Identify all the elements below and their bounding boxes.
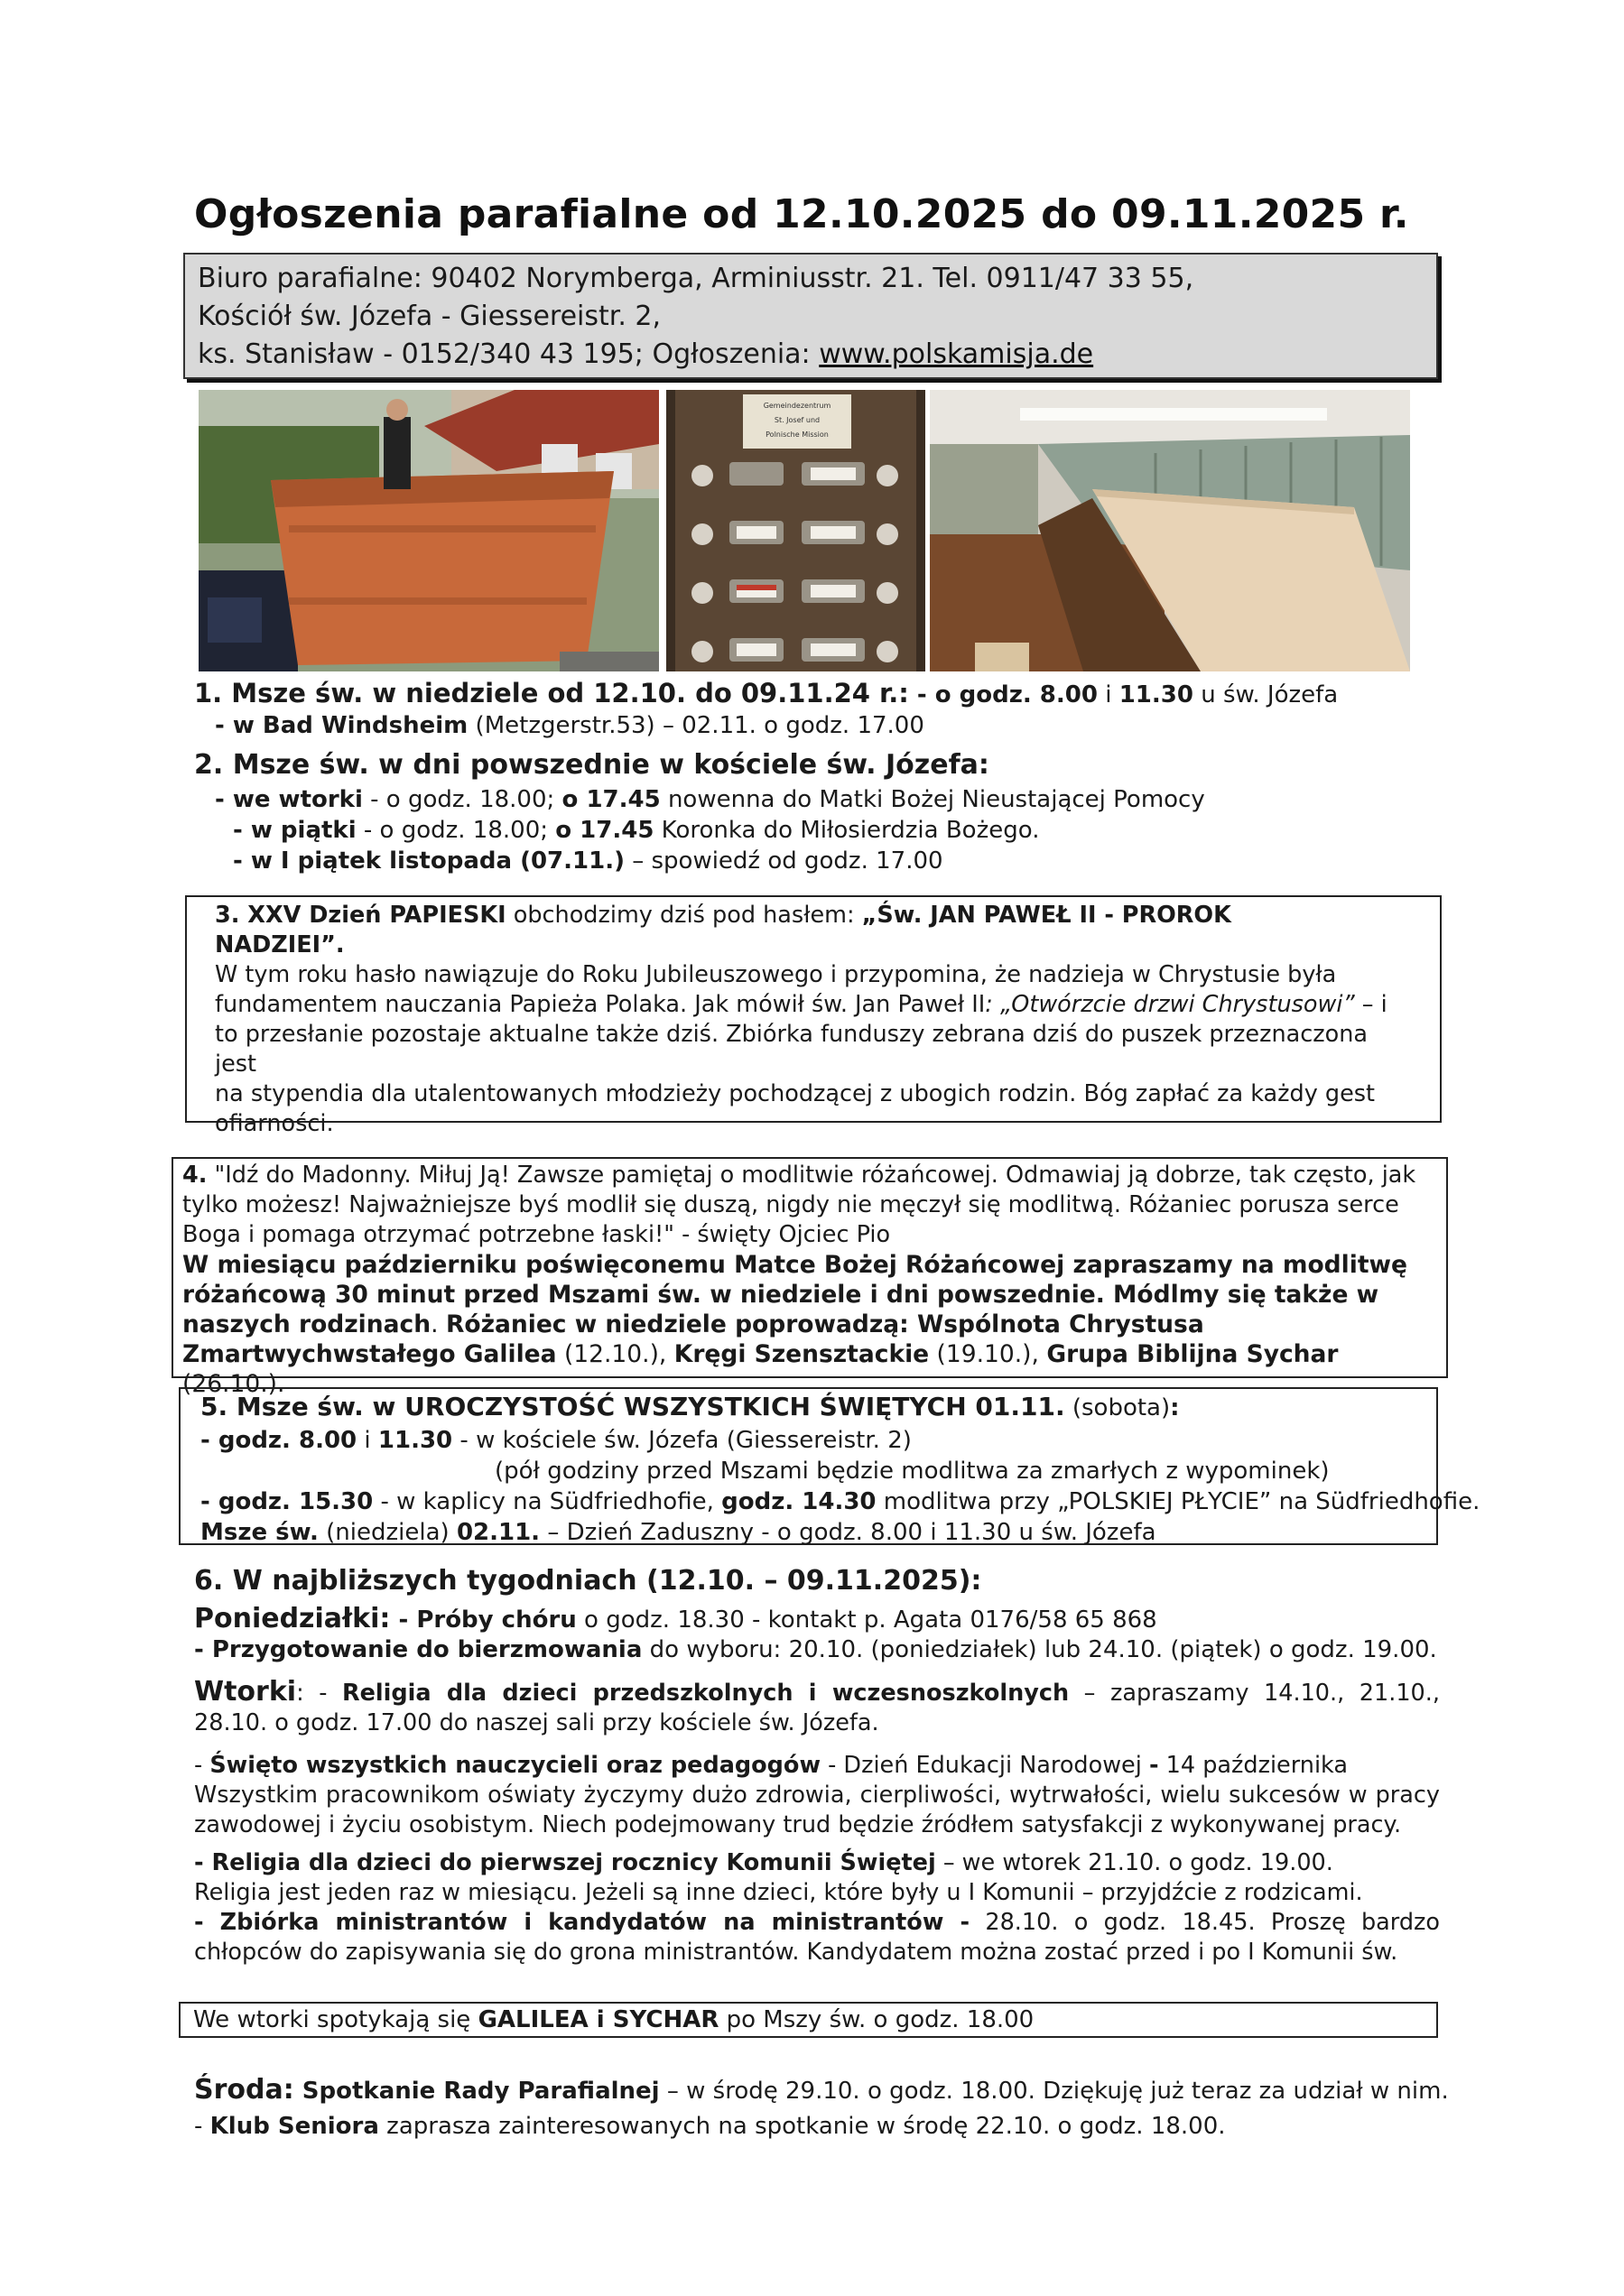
s4-line-7: Zmartwychwstałego Galilea (12.10.), Kręgi Szensztackie (19.10.), Grupa Biblijna Sychar (26.10.).: [182, 1340, 1339, 1398]
s6-min-line-1: - Zbiórka ministrantów i kandydatów na ministrantów - 28.10. o godz. 18.45. Proszę bardzo: [194, 1909, 1440, 1936]
s5-title: 5. Msze św. w UROCZYSTOŚĆ WSZYSTKICH ŚWIĘTYCH 01.11. (sobota):: [200, 1392, 1180, 1421]
s6-min-line-2: chłopców do zapisywania się do grona ministrantów. Kandydatem można zostać przed i po I Komunii św.: [194, 1939, 1398, 1966]
photo-intercom: [666, 390, 925, 671]
s6-sw-line-1: - Święto wszystkich nauczycieli oraz pedagogów - Dzień Edukacji Narodowej - 14 października: [194, 1752, 1348, 1779]
plate-text-1: Gemeindezentrum: [763, 402, 831, 410]
s2-line-3: - w I piątek listopada (07.11.) – spowiedź od godz. 17.00: [233, 847, 943, 875]
s3-line-5: to przesłanie pozostaje aktualne także dziś. Zbiórka funduszy zebrana dziś do puszek przeznaczona jest: [215, 1021, 1369, 1078]
s3-line-3: W tym roku hasło nawiązuje do Roku Jubileuszowego i przypomina, że nadzieja w Chrystusie była: [215, 961, 1337, 988]
s3-line-1: 3. XXV Dzień PAPIESKI obchodzimy dziś pod hasłem: „Św. JAN PAWEŁ II - PROROK: [215, 902, 1231, 929]
galilea-sychar-text: We wtorki spotykają się GALILEA i SYCHAR po Mszy św. o godz. 18.00: [193, 2006, 1035, 2033]
intercom-image: [666, 390, 925, 671]
website-link[interactable]: www.polskamisja.de: [819, 338, 1094, 370]
s1-line-1: 1. Msze św. w niedziele od 12.10. do 09.11.24 r.: - o godz. 8.00 i 11.30 u św. Józefa: [194, 678, 1339, 708]
s4-line-5: różańcową 30 minut przed Mszami św. w niedziele i dni powszednie. Módlmy się także w: [182, 1281, 1379, 1309]
s6-sw: [194, 1751, 1440, 1840]
s2-title: 2. Msze św. w dni powszednie w kościele św. Józefa:: [194, 749, 989, 781]
s5-line-3: - godz. 15.30 - w kaplicy na Südfriedhofie, godz. 14.30 modlitwa przy „POLSKIEJ PŁYCIE” na Südfriedhofie.: [200, 1488, 1480, 1515]
s6-title: 6. W najbliższych tygodniach (12.10. – 09.11.2025):: [194, 1565, 982, 1597]
s3-line-4: fundamentem nauczania Papieża Polaka. Jak mówił św. Jan Paweł II: „Otwórzcie drzwi Chrystusowi” – i: [215, 991, 1387, 1018]
s6-wt-line-2: 28.10. o godz. 17.00 do naszej sali przy kościele św. Józefa.: [194, 1709, 879, 1736]
page-title: Ogłoszenia parafialne od 12.10.2025 do 09.11.2025 r.: [194, 191, 1409, 237]
hall-image: [930, 390, 1410, 671]
s4-line-3: Boga i pomaga otrzymać potrzebne łaski!" - święty Ojciec Pio: [182, 1221, 891, 1248]
s6-sw-line-3: zawodowej i życiu osobistym. Niech podejmowany trud będzie źródłem satysfakcji z wykonywanej pracy.: [194, 1811, 1402, 1838]
s1-line-2: - w Bad Windsheim (Metzgerstr.53) – 02.11. o godz. 17.00: [215, 712, 924, 739]
info-line-1: Biuro parafialne: 90402 Norymberga, Arminiusstr. 21. Tel. 0911/47 33 55,: [198, 263, 1194, 294]
s4-line-2: tylko możesz! Najważniejsze byś modlił się duszą, nigdy nie męczył się modlitwą. Różaniec porusza serce: [182, 1191, 1399, 1218]
s6-wt: [194, 1677, 1440, 1738]
plate-text-3: Polnische Mission: [766, 430, 829, 439]
s6-pon: Poniedziałki: - Próby chóru o godz. 18.30 - kontakt p. Agata 0176/58 65 868: [194, 1603, 1157, 1634]
s4-line-4: W miesiącu październiku poświęconemu Matce Bożej Różańcowej zapraszamy na modlitwę: [182, 1251, 1407, 1279]
s6-min: [194, 1908, 1440, 1967]
s5-line-2: (pół godziny przed Mszami będzie modlitwa za zmarłych z wypominek): [495, 1458, 1330, 1485]
s6-sroda: Środa: Spotkanie Rady Parafialnej – w środę 29.10. o godz. 18.00. Dziękuję już teraz za udział w nim.: [194, 2074, 1449, 2106]
s6-rel-line-2: Religia jest jeden raz w miesiącu. Jeżeli są inne dzieci, które były u I Komunii – przyjdźcie z rodzicami.: [194, 1879, 1363, 1906]
s2-line-1: - we wtorki - o godz. 18.00; o 17.45 nowenna do Matki Bożej Nieustającej Pomocy: [215, 786, 1205, 813]
dumpster-image: [199, 390, 659, 671]
s6-klub: - Klub Seniora zaprasza zainteresowanych na spotkanie w środę 22.10. o godz. 18.00.: [194, 2113, 1226, 2140]
s2-line-2: - w piątki - o godz. 18.00; o 17.45 Koronka do Miłosierdzia Bożego.: [233, 817, 1040, 844]
photo-hall: [930, 390, 1410, 671]
s4-line-6: naszych rodzinach. Różaniec w niedziele poprowadzą: Wspólnota Chrystusa: [182, 1310, 1204, 1338]
s3-text: [215, 901, 1415, 1139]
s6-rel: [194, 1848, 1440, 1908]
info-line-2: Kościół św. Józefa - Giessereistr. 2,: [198, 301, 662, 332]
s6-wt-line-1: Wtorki: - Religia dla dzieci przedszkolnych i wczesnoszkolnych – zapraszamy 14.10., 21.10.,: [194, 1676, 1440, 1708]
photo-dumpster: [199, 390, 659, 671]
s4-text: [182, 1161, 1442, 1399]
s5-line-4: Msze św. (niedziela) 02.11. – Dzień Zaduszny - o godz. 8.00 i 11.30 u św. Józefa: [200, 1519, 1156, 1546]
s6-rel-line-1: - Religia dla dzieci do pierwszej rocznicy Komunii Świętej – we wtorek 21.10. o godz. 19.00.: [194, 1849, 1333, 1876]
info-line-3: ks. Stanisław - 0152/340 43 195; Ogłoszenia: www.polskamisja.de: [198, 338, 1094, 370]
parish-info-box: [183, 253, 1438, 379]
s6-sw-line-2: Wszystkim pracownikom oświaty życzymy dużo zdrowia, cierpliwości, wytrwałości, wielu sukcesów w pracy: [194, 1782, 1440, 1809]
s3-line-2: NADZIEI”.: [215, 931, 345, 958]
s3-line-6: na stypendia dla utalentowanych młodzieży pochodzącej z ubogich rodzin. Bóg zapłać za każdy gest: [215, 1080, 1376, 1107]
s5-line-1: - godz. 8.00 i 11.30 - w kościele św. Józefa (Giessereistr. 2): [200, 1427, 912, 1454]
s6-bierz: - Przygotowanie do bierzmowania do wyboru: 20.10. (poniedziałek) lub 24.10. (piątek) o godz. 19.00.: [194, 1636, 1437, 1663]
s4-line-1: 4. "Idź do Madonny. Miłuj Ją! Zawsze pamiętaj o modlitwie różańcowej. Odmawiaj ją dobrze, tak często, jak: [182, 1162, 1416, 1189]
plate-text-2: St. Josef und: [774, 416, 821, 424]
s3-line-7: ofiarności.: [215, 1110, 334, 1137]
